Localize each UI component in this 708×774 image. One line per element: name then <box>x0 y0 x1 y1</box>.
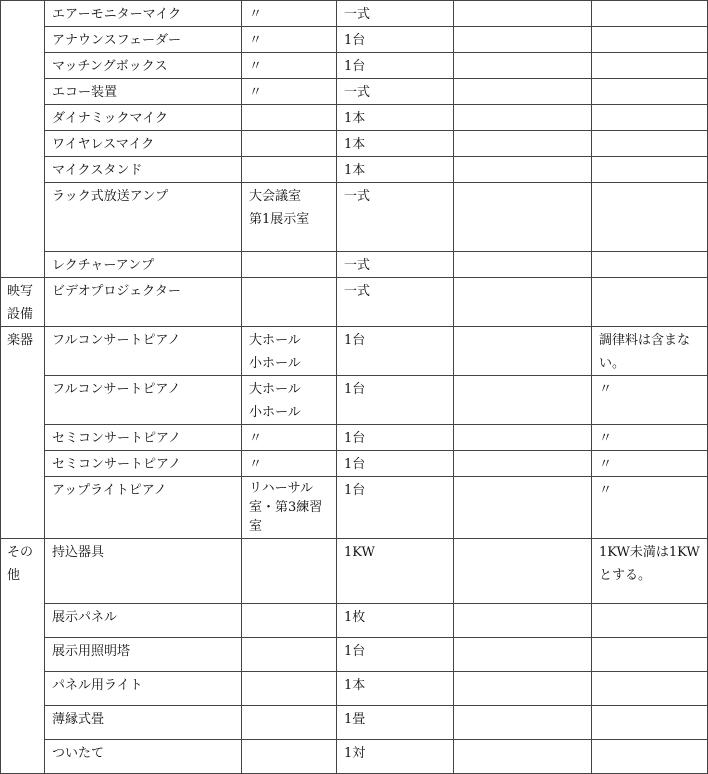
item-unit: 一式 <box>337 1 454 27</box>
item-fee-cell <box>454 451 592 477</box>
table-row <box>1 638 708 672</box>
table-row <box>1 740 708 774</box>
item-note <box>592 131 708 157</box>
item-unit: 1畳 <box>337 706 454 740</box>
item-note <box>592 252 708 278</box>
place-line: 大会議室 <box>249 189 302 204</box>
item-name: セミコンサートピアノ <box>45 425 242 451</box>
item-note: 〃 <box>592 425 708 451</box>
item-fee-cell <box>454 1 592 27</box>
table-row <box>1 1 708 27</box>
item-place: リハーサル室・第3練習室 <box>242 477 337 539</box>
item-note <box>592 27 708 53</box>
item-name: 展示用照明塔 <box>45 638 242 672</box>
item-name: セミコンサートピアノ <box>45 451 242 477</box>
table-row <box>1 105 708 131</box>
item-place: 〃 <box>242 451 337 477</box>
item-place <box>242 105 337 131</box>
item-unit: 1本 <box>337 672 454 706</box>
place-line: 小ホール <box>249 405 301 420</box>
table-row <box>1 376 708 425</box>
table-row <box>1 27 708 53</box>
item-name: フルコンサートピアノ <box>45 376 242 425</box>
item-unit: 一式 <box>337 79 454 105</box>
item-name: ワイヤレスマイク <box>45 131 242 157</box>
table-row <box>1 53 708 79</box>
item-note <box>592 638 708 672</box>
item-unit: 一式 <box>337 252 454 278</box>
category-label-line: 他 <box>7 568 21 583</box>
item-note: 〃 <box>592 376 708 425</box>
item-note: 〃 <box>592 451 708 477</box>
item-name: マッチングボックス <box>45 53 242 79</box>
item-place: 〃 <box>242 79 337 105</box>
item-note <box>592 278 708 327</box>
category-instruments: 楽器 <box>1 327 45 539</box>
item-place <box>242 278 337 327</box>
category-cell-continued <box>1 1 45 278</box>
item-unit: 1台 <box>337 477 454 539</box>
item-place <box>242 376 337 425</box>
item-fee-cell <box>454 740 592 774</box>
table-row <box>1 451 708 477</box>
item-place <box>242 327 337 376</box>
table-row <box>1 183 708 252</box>
item-place <box>242 604 337 638</box>
item-note: 調律料は含まない。 <box>592 327 708 376</box>
item-name: ビデオプロジェクター <box>45 278 242 327</box>
item-place <box>242 183 337 252</box>
item-note <box>592 672 708 706</box>
table-row <box>1 604 708 638</box>
category-label-line: 映写 <box>7 284 34 299</box>
item-unit: 一式 <box>337 183 454 252</box>
item-place: 〃 <box>242 1 337 27</box>
item-fee-cell <box>454 672 592 706</box>
item-fee-cell <box>454 252 592 278</box>
item-name: エアーモニターマイク <box>45 1 242 27</box>
item-note <box>592 1 708 27</box>
category-label-line: その <box>7 545 34 560</box>
item-fee-cell <box>454 604 592 638</box>
item-note: 1KW未満は1KWとする。 <box>592 539 708 604</box>
place-line: 小ホール <box>249 356 301 371</box>
item-note <box>592 157 708 183</box>
item-fee-cell <box>454 53 592 79</box>
item-unit: 1台 <box>337 425 454 451</box>
item-name: パネル用ライト <box>45 672 242 706</box>
item-note <box>592 604 708 638</box>
place-line: 大ホール <box>249 333 301 348</box>
item-place <box>242 131 337 157</box>
item-fee-cell <box>454 638 592 672</box>
item-fee-cell <box>454 278 592 327</box>
table-row <box>1 131 708 157</box>
item-unit: 1枚 <box>337 604 454 638</box>
item-place: 〃 <box>242 425 337 451</box>
item-fee-cell <box>454 477 592 539</box>
category-other <box>1 539 45 774</box>
item-fee-cell <box>454 157 592 183</box>
item-unit: 1本 <box>337 105 454 131</box>
item-name: レクチャーアンプ <box>45 252 242 278</box>
item-fee-cell <box>454 376 592 425</box>
item-fee-cell <box>454 425 592 451</box>
item-unit: 1台 <box>337 327 454 376</box>
item-unit: 1台 <box>337 27 454 53</box>
item-unit: 1台 <box>337 53 454 79</box>
table-row <box>1 252 708 278</box>
item-unit: 1KW <box>337 539 454 604</box>
item-unit: 1対 <box>337 740 454 774</box>
table-row <box>1 157 708 183</box>
item-unit: 一式 <box>337 278 454 327</box>
item-unit: 1本 <box>337 131 454 157</box>
category-projection <box>1 278 45 327</box>
item-unit: 1台 <box>337 451 454 477</box>
item-unit: 1本 <box>337 157 454 183</box>
place-line: 第1展示室 <box>249 212 310 227</box>
table-row <box>1 672 708 706</box>
item-place <box>242 638 337 672</box>
item-name: アナウンスフェーダー <box>45 27 242 53</box>
item-fee-cell <box>454 79 592 105</box>
item-note <box>592 53 708 79</box>
item-fee-cell <box>454 183 592 252</box>
item-note <box>592 706 708 740</box>
item-unit: 1台 <box>337 638 454 672</box>
item-fee-cell <box>454 327 592 376</box>
table-row <box>1 425 708 451</box>
item-name: エコー装置 <box>45 79 242 105</box>
item-name: マイクスタンド <box>45 157 242 183</box>
item-place <box>242 157 337 183</box>
item-fee-cell <box>454 105 592 131</box>
table-row <box>1 278 708 327</box>
item-place: 〃 <box>242 53 337 79</box>
item-unit: 1台 <box>337 376 454 425</box>
table-row <box>1 327 708 376</box>
item-name: ついたて <box>45 740 242 774</box>
category-label-line: 設備 <box>7 307 34 322</box>
item-place <box>242 706 337 740</box>
item-fee-cell <box>454 131 592 157</box>
item-fee-cell <box>454 27 592 53</box>
item-place: 〃 <box>242 27 337 53</box>
item-note <box>592 183 708 252</box>
item-name: ラック式放送アンプ <box>45 183 242 252</box>
item-fee-cell <box>454 706 592 740</box>
item-note <box>592 740 708 774</box>
item-place <box>242 740 337 774</box>
place-line: 大ホール <box>249 382 301 397</box>
item-place <box>242 252 337 278</box>
table-row <box>1 79 708 105</box>
item-name: 持込器具 <box>45 539 242 604</box>
item-name: 展示パネル <box>45 604 242 638</box>
item-place <box>242 672 337 706</box>
item-name: ダイナミックマイク <box>45 105 242 131</box>
item-fee-cell <box>454 539 592 604</box>
item-note <box>592 105 708 131</box>
table-row <box>1 706 708 740</box>
item-name: アップライトピアノ <box>45 477 242 539</box>
table-row <box>1 477 708 539</box>
item-name: フルコンサートピアノ <box>45 327 242 376</box>
item-note: 〃 <box>592 477 708 539</box>
table-row <box>1 539 708 604</box>
item-name: 薄縁式畳 <box>45 706 242 740</box>
item-note <box>592 79 708 105</box>
item-place <box>242 539 337 604</box>
